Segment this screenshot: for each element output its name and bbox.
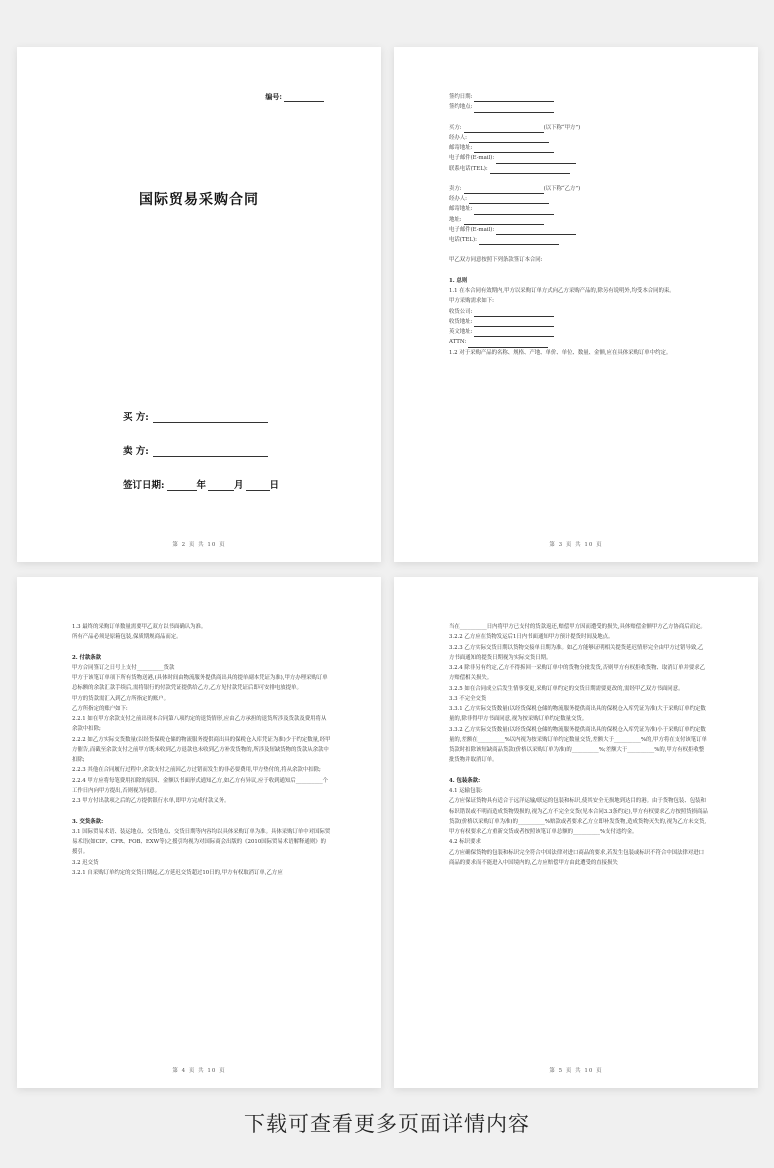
paragraph: 3.2.5 如在合同成立后发生情事变更,采购订单约定的交货日期需要更改的,需经甲乙双方书面同意。 <box>449 685 684 692</box>
paragraph: 乙方应保证货物具有适合于远洋运输/联运的包装和标识,使其安全无损地到达目的港。由于货物包装、包装和标识错误或不明而造成货物毁损的,视为乙方不完全交货(见本合同3.3条约定),甲方有权要求乙方按照货损商品货款(价格以采购订单为准)的__________%赔款或者要求乙方立即补发货物,造成货物灭失的,视为乙方未交货,甲方有权要求乙方重新交货或者按照该笔订单总额的__________%支付违约金。 <box>449 798 708 836</box>
paragraph: 3.2.4 除非另有约定,乙方不得拆回一采购订单中的货物分批发货,否则甲方有权拒收货物、取消订单并要求乙方赔偿相关损失。 <box>449 665 706 682</box>
form-field <box>449 337 708 347</box>
field-label: 收货公司: <box>449 308 473 315</box>
form-field <box>449 215 708 225</box>
field-label: 经办人: <box>449 134 467 141</box>
paragraph: 2.2.4 甲方应将每笔费用扣除的原因、金额以书面形式通知乙方,如乙方有异议,应于收到通知后__________个工作日内向甲方提出,否则视为同意。 <box>72 777 329 794</box>
contract-number-label: 编号: <box>265 92 282 101</box>
contract-title: 国际贸易采购合同 <box>139 192 259 208</box>
form-field <box>449 102 708 112</box>
paragraph: 所有产品必须是原箱包装,保质期规商品而定。 <box>72 634 182 641</box>
section-heading: 2. 付款条款 <box>72 654 102 661</box>
page-4 <box>17 577 381 1088</box>
paragraph: 3.3.1 乙方实际交货数量(以经货保税仓储的物流服务提供商出具的保税仓入库凭证为准)大于采购订单约定数量的,除非得甲方书面同意,视为按采购订单约定数量交货。 <box>449 706 706 723</box>
field-blank-line <box>479 244 559 245</box>
day-line <box>246 490 270 491</box>
paragraph: 3.2 迟交货 <box>72 859 99 866</box>
page-5 <box>394 577 758 1088</box>
spacer <box>449 766 708 776</box>
paragraph: 3.2.3 乙方实际交货日期以货物交接单日期为准。如乙方能够证明相关提货延迟情形完全由甲方过错导致,乙方书面通知的提货日期视为实际交货日期。 <box>449 644 704 661</box>
field-suffix: (以下称“甲方”) <box>543 124 581 131</box>
section-heading: 1. 总则 <box>449 277 468 284</box>
page-body <box>449 622 708 868</box>
spacer <box>72 643 331 653</box>
paragraph: 1.3 最终的采购订单数量需要甲乙双方以书面确认为准。 <box>72 624 207 630</box>
buyer-label: 买 方: <box>123 412 149 423</box>
section-heading: 4. 包装条款: <box>449 777 481 784</box>
page-body <box>449 92 708 358</box>
paragraph: 4.2 标识要求 <box>449 839 481 846</box>
form-field <box>449 327 708 337</box>
page-2-cover <box>17 47 381 562</box>
page-footer: 第 5 页 共 10 页 <box>549 1068 603 1074</box>
field-label: 签约地点: <box>449 104 473 111</box>
paragraph: 4.1 运输包装: <box>449 787 483 794</box>
contract-number <box>265 92 324 102</box>
spacer <box>449 266 708 276</box>
paragraph: 甲乙双方同意按照下列条款签订本合同: <box>449 257 543 264</box>
paragraph: 当在__________日内将甲方已支付的货款返还,赔偿甲方因而遭受的损失,具体赔偿金额甲方乙方协商后而定。 <box>449 624 706 630</box>
page-3 <box>394 47 758 562</box>
paragraph: 甲方合同签订之日号上支付__________货款 <box>72 664 175 671</box>
section-heading: 3. 交货条款: <box>72 818 104 825</box>
form-field <box>449 307 708 317</box>
paragraph: 3.2.2 乙方应在货物发运后1日内书面通知甲方预计提货时间及地点。 <box>449 634 614 641</box>
seller-line <box>153 456 268 457</box>
page-footer: 第 2 页 共 10 页 <box>172 542 226 548</box>
seller-label: 卖 方: <box>123 446 149 457</box>
paragraph: 乙方应确保货物的包装和标识完全符合中国法律对进口商品的要求,若发生包装或标识不符合中国法律对进口商品的要求而不能进入中国境内的,乙方应赔偿甲方由此遭受的直接损失 <box>449 849 705 866</box>
form-field <box>449 123 708 133</box>
buyer-field <box>123 409 268 423</box>
form-field <box>449 143 708 153</box>
page-footer: 第 4 页 共 10 页 <box>172 1068 226 1074</box>
field-label: 联系电话(TEL): <box>449 165 488 172</box>
form-field <box>449 164 708 174</box>
field-label: 买方: <box>449 124 462 131</box>
form-field <box>449 133 708 143</box>
form-field <box>449 194 708 204</box>
paragraph: 2.2.2 如乙方实际交货数量(以经货保税仓储的物流服务提供商出具的保税仓入库凭证为准)少于约定数量,经甲方催告,而截至余款支付之前甲方既未收到乙方退款也未收到乙方补发货物的,所涉及短缺货物的货款从余款中扣除; <box>72 736 331 764</box>
field-suffix: (以下称“乙方”) <box>543 185 581 192</box>
paragraph: 1.2 对于采购产品的名称、规格、产地、单价、单位、数量、金额,应在具体采购订单中约定。 <box>449 349 672 356</box>
field-label: 英文地址: <box>449 329 473 336</box>
buyer-line <box>153 422 268 423</box>
field-label: 电话(TEL): <box>449 237 477 244</box>
spacer <box>449 245 708 255</box>
page-footer: 第 3 页 共 10 页 <box>549 542 603 548</box>
year-label: 年 <box>196 480 207 491</box>
form-field <box>449 92 708 102</box>
paragraph: 甲方于该笔订单项下所有货物送港,(具体时间由物流服务提供商出具的提单副本凭证为准),甲方办理采购订单总标额的余款汇款手续后,需将银行的付款凭证提供给乙方,乙方见付款凭证后即可安排电放提单。 <box>72 675 328 692</box>
paragraph: 2.2.3 其他在合同履行过程中,余款支付之前因乙方过错而发生的非必要费用,甲方垫付的,将从余款中扣除; <box>72 767 321 774</box>
sign-date-field <box>123 477 279 491</box>
form-field <box>449 317 708 327</box>
month-line <box>208 490 234 491</box>
spacer <box>449 174 708 184</box>
field-label: 地址: <box>449 216 462 223</box>
field-label: 电子邮件(E-mail): <box>449 226 495 233</box>
year-line <box>167 490 197 491</box>
field-label: 电子邮件(E-mail): <box>449 155 495 162</box>
paragraph: 3.1 国际贸易术语、装运地点、交货地点、交货日期等内容均以具体采购订单为准。具体采购订单中对国际贸易术语(如CIF、CFR、FOB、EXW等)之援引均视为对国际商会出版的《2010国际贸易术语解释通则》的援引。 <box>72 828 331 856</box>
paragraph: 3.2.1 自采购订单约定的交货日期起,乙方延迟交货超过10日的,甲方有权取消订单,乙方应 <box>72 869 283 876</box>
field-label: 收货地址: <box>449 318 473 325</box>
paragraph: 乙方所指定的账户如下: <box>72 705 128 712</box>
paragraph: 3.3.2 乙方实际交货数量(以经货保税仓储的物流服务提供商出具的保税仓入库凭证为准)小于采购订单约定数量的,差额在__________%以内视为按采购订单约定数量交货,差额大于__________%的,甲方将在支付该笔订单货款时扣除该短缺商品货款(价格以采购订单为准)的__________%;差额大于__________%的,甲方有权拒收整批货物并取消订单。 <box>449 726 707 764</box>
day-label: 日 <box>269 480 280 491</box>
field-label: 经办人: <box>449 196 467 203</box>
month-label: 月 <box>234 480 244 491</box>
spacer <box>72 807 331 817</box>
field-label: ATTN: <box>449 339 467 346</box>
paragraph: 甲方的货款需汇入到乙方所指定的账户。 <box>72 695 170 702</box>
seller-field <box>123 443 268 457</box>
form-field <box>449 235 708 245</box>
field-blank-line <box>474 112 554 113</box>
field-blank-line <box>490 173 570 174</box>
form-field <box>449 153 708 163</box>
field-label: 卖方: <box>449 185 462 192</box>
form-field <box>449 225 708 235</box>
field-label: 签约日期: <box>449 94 473 100</box>
form-field <box>449 204 708 214</box>
paragraph: 2.3 甲方付出款项之后的乙方提供银行水单,即甲方完成付款义务。 <box>72 798 230 805</box>
spacer <box>449 113 708 123</box>
paragraph: 1.1 在本合同有效期内,甲方以采购订单方式向乙方采购产品的,除另有说明外,均受本合同的束。 <box>449 287 675 294</box>
sign-date-label: 签订日期: <box>123 480 165 491</box>
contract-number-line <box>284 101 324 102</box>
page-body <box>72 622 331 878</box>
paragraph: 2.2.1 如在甲方余款支付之前出现本合同第八项约定的退货情形,应由乙方承担的退货所涉及货款及费用将从余款中扣除; <box>72 716 327 733</box>
field-label: 邮寄地址: <box>449 206 473 213</box>
paragraph: 3.3 不完全交货 <box>449 695 487 702</box>
form-field <box>449 184 708 194</box>
paragraph: 甲方采购需求如下: <box>449 298 494 305</box>
field-label: 邮寄地址: <box>449 145 473 152</box>
download-caption: 下载可查看更多页面详情内容 <box>244 1112 530 1136</box>
